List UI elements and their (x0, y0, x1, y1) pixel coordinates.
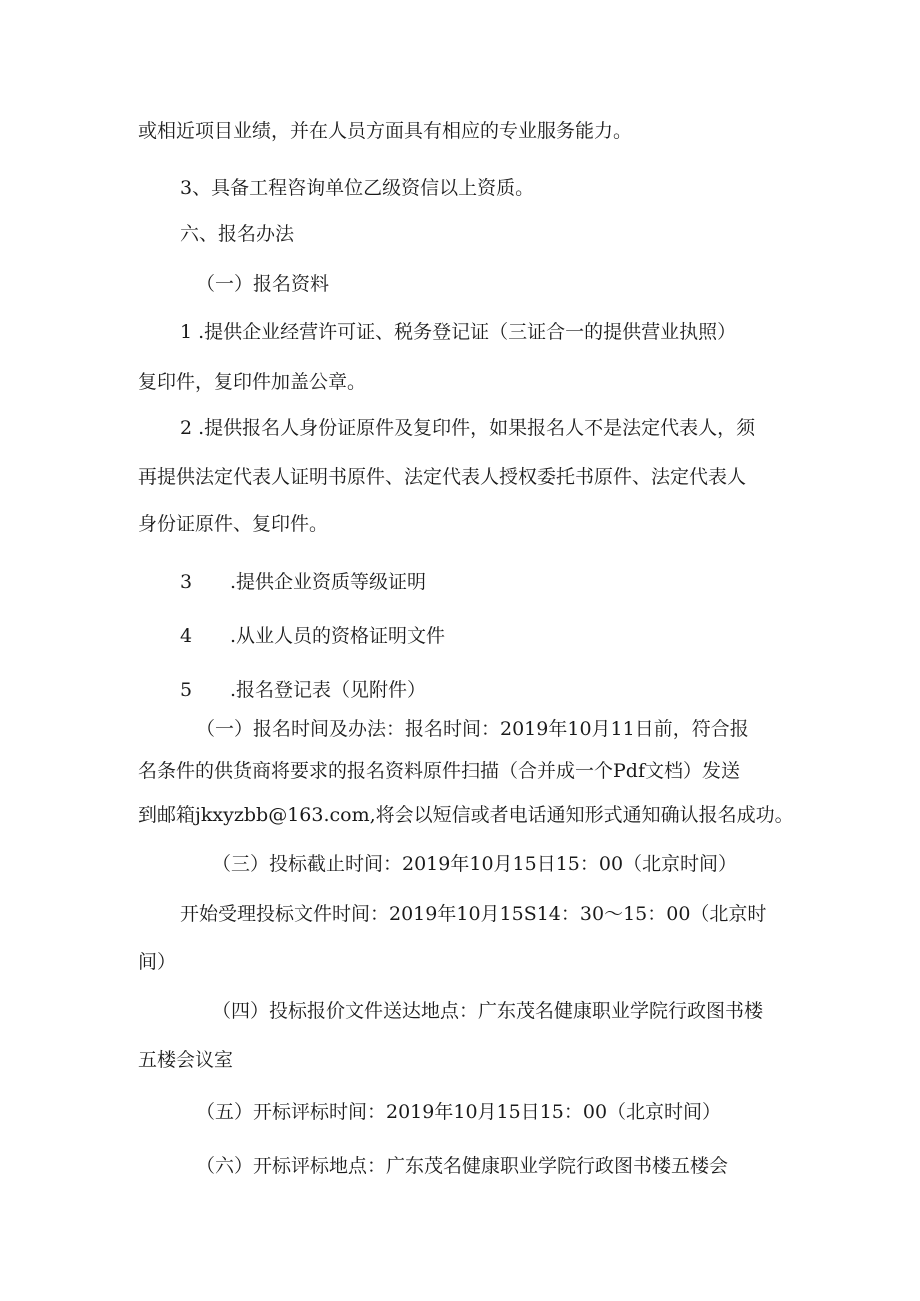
paragraph-line: 或相近项目业绩，并在人员方面具有相应的专业服务能力。 (138, 120, 633, 142)
paragraph-line: 2 .提供报名人身份证原件及复印件，如果报名人不是法定代表人，须 (180, 417, 756, 439)
paragraph-line: 间） (138, 951, 177, 973)
paragraph-line: （一）报名时间及办法：报名时间：2019年10月11日前，符合报 (196, 718, 749, 740)
paragraph-line: 身份证原件、复印件。 (138, 513, 329, 535)
paragraph-line: （五）开标评标时间：2019年10月15日15：00（北京时间） (196, 1101, 722, 1123)
list-item: .提供企业资质等级证明 (230, 571, 427, 593)
paragraph-line: 名条件的供货商将要求的报名资料原件扫描（合并成一个Pdf文档）发送 (138, 760, 740, 782)
paragraph-line: （四）投标报价文件送达地点：广东茂名健康职业学院行政图书楼 (212, 1000, 764, 1022)
paragraph-line: 3、具备工程咨询单位乙级资信以上资质。 (180, 177, 535, 199)
paragraph-line: 1 .提供企业经营许可证、税务登记证（三证合一的提供营业执照） (180, 321, 737, 343)
subsection-heading: （一）报名资料 (196, 273, 330, 295)
list-item: .从业人员的资格证明文件 (230, 625, 446, 647)
paragraph-line: 复印件，复印件加盖公章。 (138, 371, 367, 393)
list-item: .报名登记表（见附件） (230, 679, 427, 701)
paragraph-line: （三）投标截止时间：2019年10月15日15：00（北京时间） (212, 853, 738, 875)
paragraph-line: 开始受理投标文件时间：2019年10月15S14：30～15：00（北京时 (180, 903, 767, 925)
list-number: 3 (180, 571, 193, 593)
list-number: 5 (180, 679, 193, 701)
section-heading: 六、报名办法 (180, 223, 295, 245)
paragraph-line: 五楼会议室 (138, 1049, 234, 1071)
paragraph-line: 再提供法定代表人证明书原件、法定代表人授权委托书原件、法定代表人 (138, 466, 747, 488)
paragraph-line: 到邮箱jkxyzbb@163.com,将会以短信或者电话通知形式通知确认报名成功。 (138, 804, 794, 826)
list-number: 4 (180, 625, 193, 647)
paragraph-line: （六）开标评标地点：广东茂名健康职业学院行政图书楼五楼会 (196, 1155, 729, 1177)
